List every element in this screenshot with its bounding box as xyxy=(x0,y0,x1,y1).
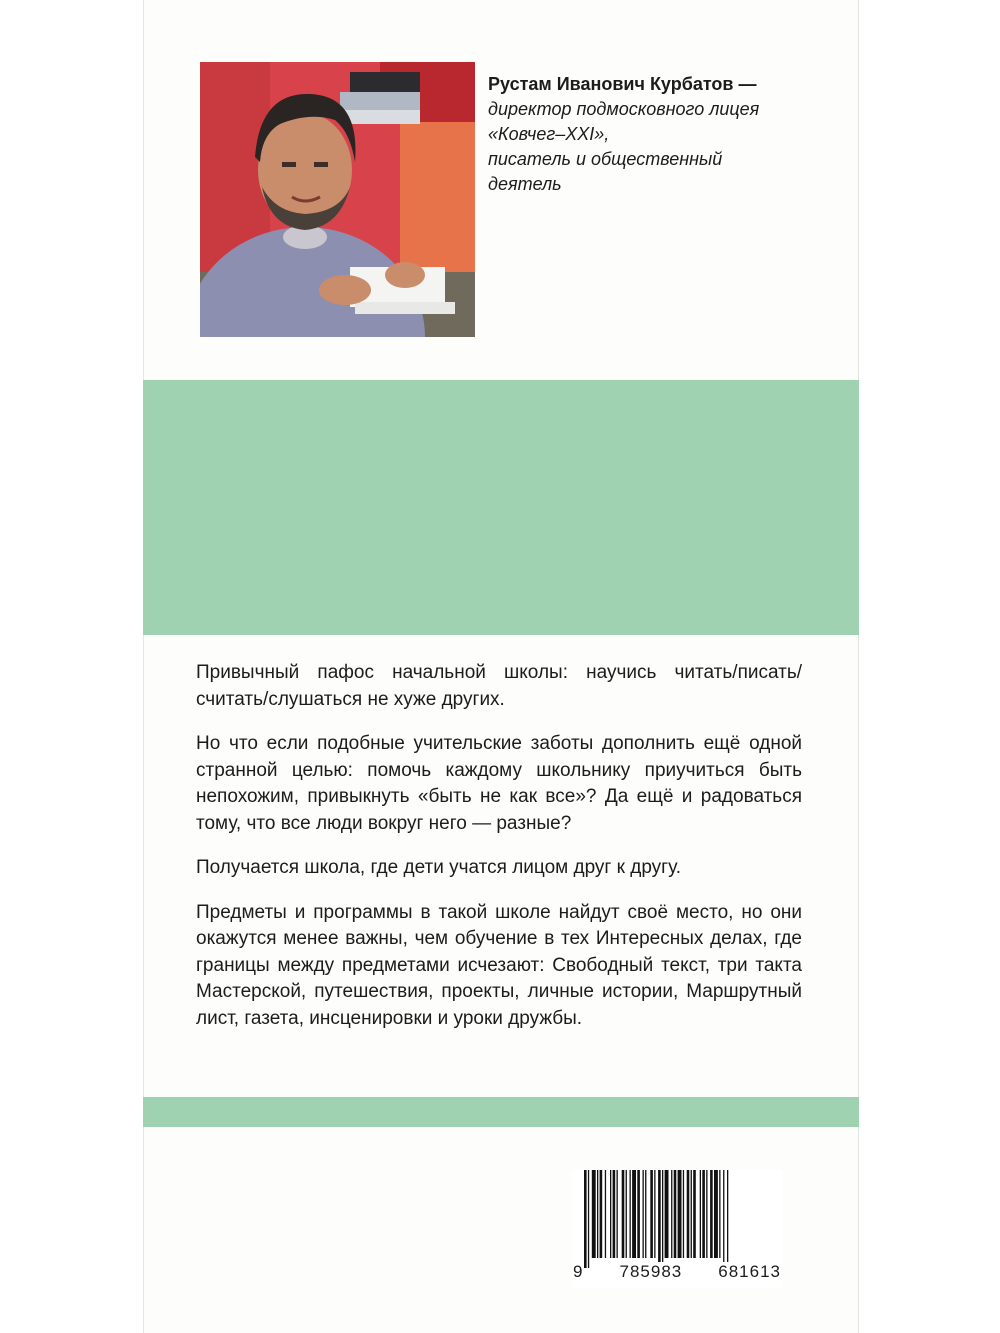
green-band-top xyxy=(143,380,859,635)
barcode-bar xyxy=(710,1170,713,1258)
barcode-bar xyxy=(674,1170,677,1258)
barcode-bar xyxy=(630,1170,631,1258)
barcode-bar xyxy=(658,1170,661,1268)
barcode-bar xyxy=(671,1170,672,1258)
blurb-paragraph: Но что если подобные учительские заботы дополнить ещё одной странной целью: помочь каждому школьнику приучиться быть непохожим, привыкнуть «быть не как все»? Да ещё и радоваться тому, что все люди вокруг него — разные? xyxy=(196,733,802,834)
barcode-bar xyxy=(662,1170,663,1268)
blurb-text xyxy=(196,660,802,1050)
barcode-bar xyxy=(622,1170,625,1258)
blurb-paragraph: Предметы и программы в такой школе найдут своё место, но они окажутся менее важны, чем обучение в тех Интересных делах, где границы между предметами исчезают: Свободный текст, три такта Мастерской, путешествия, проекты, личные истории, Маршрутный лист, газета, инсценировки и уроки дружбы. xyxy=(196,901,802,1029)
isbn-digits xyxy=(572,1262,782,1282)
barcode-bar xyxy=(693,1170,696,1258)
barcode-bar xyxy=(687,1170,690,1258)
barcode-bar xyxy=(654,1170,655,1258)
barcode-bar xyxy=(584,1170,587,1268)
isbn-digit-first: 9 xyxy=(573,1262,584,1281)
barcode-bar xyxy=(600,1170,603,1258)
green-band-bottom xyxy=(143,1097,859,1127)
author-photo xyxy=(200,62,475,337)
isbn-digit-group-1: 785983 xyxy=(619,1262,683,1281)
barcode-bar xyxy=(706,1170,707,1258)
barcode-bar xyxy=(702,1170,705,1258)
barcode-bar xyxy=(643,1170,644,1258)
barcode-bar xyxy=(617,1170,618,1258)
author-name: Рустам Иванович Курбатов — xyxy=(488,74,757,94)
barcode-bar xyxy=(592,1170,596,1258)
barcode-bar xyxy=(683,1170,684,1258)
barcode-bar xyxy=(714,1170,718,1258)
barcode-bar xyxy=(637,1170,640,1258)
barcode-bar xyxy=(610,1170,611,1258)
barcode-bar xyxy=(723,1170,724,1268)
author-role: директор подмосковного лицея «Ковчег–XXI», писатель и общественный деятель xyxy=(488,99,760,194)
barcode-bar xyxy=(719,1170,720,1258)
barcode-bar xyxy=(605,1170,606,1258)
barcode-bars xyxy=(572,1170,782,1270)
author-portrait-illustration xyxy=(200,62,475,337)
barcode-bar xyxy=(727,1170,728,1268)
author-info xyxy=(488,72,828,197)
barcode-bar xyxy=(588,1170,589,1268)
barcode-bar xyxy=(678,1170,682,1258)
barcode-bar xyxy=(691,1170,692,1258)
blurb-paragraph: Получается школа, где дети учатся лицом друг к другу. xyxy=(196,857,681,878)
barcode-bar xyxy=(626,1170,627,1258)
barcode-bar xyxy=(632,1170,636,1258)
barcode-bar xyxy=(700,1170,701,1258)
blurb-paragraph: Привычный пафос начальной школы: научись читать/писать/считать/слушаться не хуже других. xyxy=(196,662,802,710)
barcode-bar xyxy=(597,1170,598,1258)
isbn-digit-group-2: 681613 xyxy=(718,1262,781,1281)
barcode-bar xyxy=(665,1170,669,1258)
barcode-bar xyxy=(645,1170,646,1258)
barcode-bar xyxy=(650,1170,653,1258)
barcode-bar xyxy=(613,1170,616,1258)
